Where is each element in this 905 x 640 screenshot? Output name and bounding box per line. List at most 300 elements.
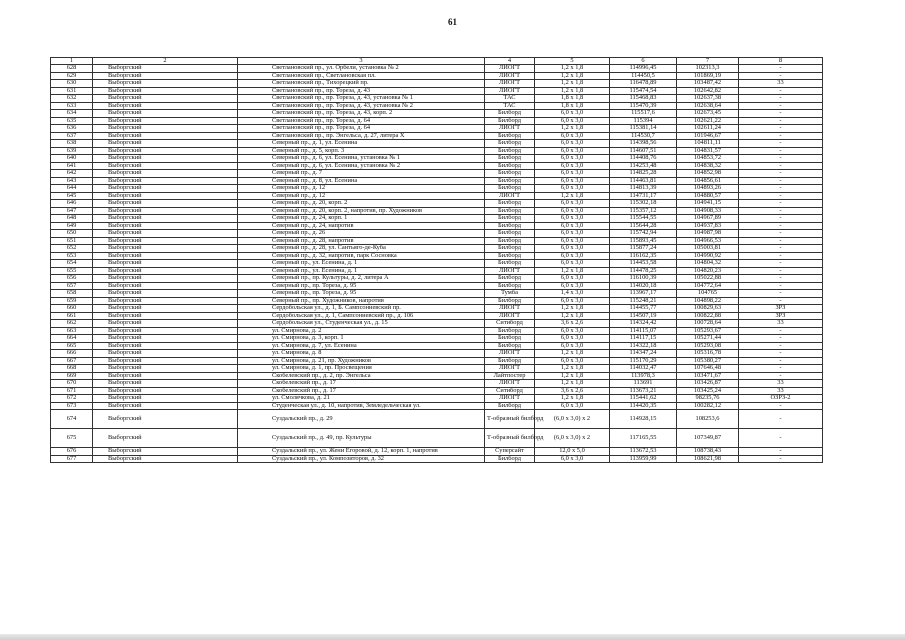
address-cell: Северный пр., ул. Есенина, д. 1: [238, 260, 485, 268]
address-cell: Сердобольская ул., д. 1, Б. Сампсониевский пр.: [238, 305, 485, 313]
address-cell: Северный пр., пр. Тореза, д. 95: [238, 290, 485, 298]
district-cell: Выборгский: [93, 177, 238, 185]
coord-y-cell: 104820,23: [677, 267, 739, 275]
zone-cell: -: [739, 177, 823, 185]
type-cell: ЛИОГТ: [485, 72, 535, 80]
zone-cell: -: [739, 448, 823, 456]
type-cell: Билборд: [485, 140, 535, 148]
header-cell: 4: [485, 58, 535, 65]
zone-cell: -: [739, 102, 823, 110]
coord-y-cell: 104908,33: [677, 207, 739, 215]
size-cell: 1,2 х 1,8: [535, 72, 610, 80]
row-number-cell: 667: [51, 357, 93, 365]
row-number-cell: 660: [51, 305, 93, 313]
coord-x-cell: 114463,81: [610, 177, 677, 185]
district-cell: Выборгский: [93, 410, 238, 429]
row-number-cell: 641: [51, 162, 93, 170]
coord-x-cell: 115893,45: [610, 237, 677, 245]
coord-x-cell: 114324,42: [610, 320, 677, 328]
coord-x-cell: 113691: [610, 380, 677, 388]
address-cell: Северный пр., пр. Тореза, д. 95: [238, 282, 485, 290]
address-cell: ул. Смирнова, д. 1, пр. Просвещения: [238, 365, 485, 373]
type-cell: Билборд: [485, 282, 535, 290]
zone-cell: 33: [739, 387, 823, 395]
coord-x-cell: 114607,51: [610, 147, 677, 155]
coord-y-cell: 104765: [677, 290, 739, 298]
district-cell: Выборгский: [93, 185, 238, 193]
size-cell: 1,2 х 1,8: [535, 372, 610, 380]
district-cell: Выборгский: [93, 320, 238, 328]
coord-x-cell: 115544,55: [610, 215, 677, 223]
address-cell: Светлановский пр., пр. Тореза, д. 43, установка № 1: [238, 95, 485, 103]
size-cell: 6,0 х 3,0: [535, 230, 610, 238]
row-number-cell: 664: [51, 335, 93, 343]
district-cell: Выборгский: [93, 162, 238, 170]
size-cell: 1,2 х 1,8: [535, 380, 610, 388]
district-cell: Выборгский: [93, 275, 238, 283]
address-cell: Северный пр., д. 7: [238, 170, 485, 178]
type-cell: Суперсайт: [485, 448, 535, 456]
coord-x-cell: 114455,77: [610, 305, 677, 313]
address-cell: Скобелевский пр., д. 2, пр. Энгельса: [238, 372, 485, 380]
table-row: [51, 410, 823, 429]
row-number-cell: 636: [51, 125, 93, 133]
district-cell: Выборгский: [93, 350, 238, 358]
district-cell: Выборгский: [93, 125, 238, 133]
type-cell: Билборд: [485, 402, 535, 410]
address-cell: Северный пр., д. 6, ул. Есенина, установка № 2: [238, 162, 485, 170]
district-cell: Выборгский: [93, 429, 238, 448]
type-cell: ЛИОГТ: [485, 65, 535, 73]
coord-x-cell: 114115,07: [610, 327, 677, 335]
size-cell: 1,2 х 1,8: [535, 87, 610, 95]
coord-y-cell: 100282,12: [677, 402, 739, 410]
type-cell: Билборд: [485, 110, 535, 118]
row-number-cell: 638: [51, 140, 93, 148]
row-number-cell: 654: [51, 260, 93, 268]
coord-y-cell: 102621,22: [677, 117, 739, 125]
row-number-cell: 652: [51, 245, 93, 253]
coord-y-cell: 104856,61: [677, 177, 739, 185]
size-cell: 6,0 х 3,0: [535, 200, 610, 208]
size-cell: 6,0 х 3,0: [535, 357, 610, 365]
type-cell: Билборд: [485, 132, 535, 140]
zone-cell: -: [739, 455, 823, 463]
row-number-cell: 676: [51, 448, 93, 456]
zone-cell: -: [739, 155, 823, 163]
size-cell: 1,2 х 1,8: [535, 65, 610, 73]
size-cell: 6,0 х 3,0: [535, 297, 610, 305]
coord-y-cell: 103487,42: [677, 80, 739, 88]
type-cell: ЛИОГТ: [485, 80, 535, 88]
coord-y-cell: 103471,67: [677, 372, 739, 380]
zone-cell: -: [739, 275, 823, 283]
zone-cell: -: [739, 410, 823, 429]
address-cell: Светлановский пр., пр. Тореза, д. 43, корп. 2: [238, 110, 485, 118]
coord-y-cell: 104852,98: [677, 170, 739, 178]
coord-y-cell: 104941,15: [677, 200, 739, 208]
address-cell: Светлановский пр., пр. Тореза, д. 43, установка № 2: [238, 102, 485, 110]
coord-x-cell: 114347,24: [610, 350, 677, 358]
type-cell: Билборд: [485, 177, 535, 185]
coord-x-cell: 113673,21: [610, 387, 677, 395]
coord-y-cell: 104804,32: [677, 260, 739, 268]
size-cell: 6,0 х 3,0: [535, 110, 610, 118]
district-cell: Выборгский: [93, 230, 238, 238]
type-cell: Билборд: [485, 170, 535, 178]
size-cell: 1,2 х 1,8: [535, 192, 610, 200]
header-cell: 8: [739, 58, 823, 65]
type-cell: ЛИОГТ: [485, 87, 535, 95]
type-cell: Билборд: [485, 260, 535, 268]
district-cell: Выборгский: [93, 80, 238, 88]
coord-y-cell: 105316,78: [677, 350, 739, 358]
coord-y-cell: 104937,83: [677, 222, 739, 230]
type-cell: ЛИОГТ: [485, 395, 535, 403]
coord-y-cell: 100728,64: [677, 320, 739, 328]
address-cell: Студенческая ул., д. 10, напротив, Земледельческая ул.: [238, 402, 485, 410]
district-cell: Выборгский: [93, 455, 238, 463]
type-cell: Билборд: [485, 147, 535, 155]
district-cell: Выборгский: [93, 72, 238, 80]
coord-y-cell: 100822,88: [677, 312, 739, 320]
district-cell: Выборгский: [93, 237, 238, 245]
row-number-cell: 643: [51, 177, 93, 185]
type-cell: [485, 410, 544, 429]
row-number-cell: 668: [51, 365, 93, 373]
row-number-cell: 673: [51, 402, 93, 410]
zone-cell: -: [739, 140, 823, 148]
address-cell: Светлановский пр., Тихорецкий пр.: [238, 80, 485, 88]
zone-cell: -: [739, 170, 823, 178]
row-number-cell: 657: [51, 282, 93, 290]
page-number: 61: [448, 17, 457, 27]
address-cell: Светлановский пр., пр. Тореза, д. 64: [238, 117, 485, 125]
size-cell: 1,2 х 1,8: [535, 365, 610, 373]
district-cell: Выборгский: [93, 282, 238, 290]
zone-cell: -: [739, 147, 823, 155]
type-cell: Билборд: [485, 155, 535, 163]
coord-y-cell: 105271,44: [677, 335, 739, 343]
district-cell: Выборгский: [93, 215, 238, 223]
row-number-cell: 642: [51, 170, 93, 178]
address-cell: Суздальский пр., ул. Композиторов, д. 32: [238, 455, 485, 463]
type-cell: ЛИОГТ: [485, 267, 535, 275]
coord-x-cell: 115357,12: [610, 207, 677, 215]
district-cell: Выборгский: [93, 260, 238, 268]
size-cell: 6,0 х 3,0: [535, 207, 610, 215]
district-cell: Выборгский: [93, 252, 238, 260]
district-cell: Выборгский: [93, 222, 238, 230]
coord-x-cell: 113978,3: [610, 372, 677, 380]
zone-cell: -: [739, 372, 823, 380]
size-cell: 6,0 х 3,0: [535, 245, 610, 253]
size-cell: 6,0 х 3,0: [535, 162, 610, 170]
district-cell: Выборгский: [93, 147, 238, 155]
coord-y-cell: 104838,32: [677, 162, 739, 170]
coord-y-cell: 107349,87: [677, 429, 739, 448]
type-cell: Лайтпостер: [485, 372, 535, 380]
row-number-cell: 666: [51, 350, 93, 358]
size-cell: 1,2 х 1,8: [535, 312, 610, 320]
zone-cell: -: [739, 110, 823, 118]
address-cell: ул. Смирнова, д. 2: [238, 327, 485, 335]
address-cell: Скобелевский пр., д. 17: [238, 380, 485, 388]
coord-y-cell: 102673,45: [677, 110, 739, 118]
row-number-cell: 647: [51, 207, 93, 215]
district-cell: Выборгский: [93, 200, 238, 208]
row-number-cell: 628: [51, 65, 93, 73]
coord-y-cell: 103425,24: [677, 387, 739, 395]
row-number-cell: 648: [51, 215, 93, 223]
row-number-cell: 655: [51, 267, 93, 275]
type-cell: ТАС: [485, 102, 535, 110]
size-cell: 1,2 х 1,8: [535, 395, 610, 403]
coord-x-cell: 115441,62: [610, 395, 677, 403]
address-cell: Сердобольская ул., Студенческая ул., д. 15: [238, 320, 485, 328]
address-cell: Северный пр., пр. Художников, напротив: [238, 297, 485, 305]
type-cell: Билборд: [485, 215, 535, 223]
coord-y-cell: 105293,08: [677, 342, 739, 350]
zone-cell: -: [739, 237, 823, 245]
address-cell: Суздальский пр., д. 29: [238, 410, 485, 429]
coord-x-cell: 114117,15: [610, 335, 677, 343]
coord-y-cell: 102642,82: [677, 87, 739, 95]
coord-x-cell: 115381,14: [610, 125, 677, 133]
coord-x-cell: 114731,17: [610, 192, 677, 200]
district-cell: Выборгский: [93, 102, 238, 110]
row-number-cell: 669: [51, 372, 93, 380]
coord-x-cell: 116162,35: [610, 252, 677, 260]
address-cell: Суздальский пр., ул. Жени Егоровой, д. 12, корп. 1, напротив: [238, 448, 485, 456]
coord-x-cell: 114420,35: [610, 402, 677, 410]
coord-x-cell: 115170,29: [610, 357, 677, 365]
size-cell: (6,0 х 3,0) х 2: [535, 410, 610, 429]
zone-cell: -: [739, 327, 823, 335]
size-cell: 1,8 х 1,8: [535, 102, 610, 110]
type-cell: Билборд: [485, 245, 535, 253]
zone-cell: -: [739, 215, 823, 223]
type-cell: Билборд: [485, 297, 535, 305]
coord-x-cell: 116478,89: [610, 80, 677, 88]
address-cell: Северный пр., д. 6, ул. Есенина, установка № 1: [238, 155, 485, 163]
zone-cell: 33: [739, 380, 823, 388]
type-cell: Билборд: [485, 117, 535, 125]
address-cell: ул. Смолячкова, д. 21: [238, 395, 485, 403]
type-cell: Билборд: [485, 162, 535, 170]
type-cell: ЛИОГТ: [485, 350, 535, 358]
size-cell: 6,0 х 3,0: [535, 260, 610, 268]
size-cell: 6,0 х 3,0: [535, 185, 610, 193]
row-number-cell: 670: [51, 380, 93, 388]
size-cell: 6,0 х 3,0: [535, 215, 610, 223]
district-cell: Выборгский: [93, 95, 238, 103]
row-number-cell: 646: [51, 200, 93, 208]
row-number-cell: 677: [51, 455, 93, 463]
address-cell: Северный пр., д. 24, корп. 1: [238, 215, 485, 223]
address-cell: Северный пр., д. 12: [238, 192, 485, 200]
row-number-cell: 665: [51, 342, 93, 350]
row-number-cell: 640: [51, 155, 93, 163]
coord-x-cell: 114253,48: [610, 162, 677, 170]
zone-cell: -: [739, 342, 823, 350]
size-cell: 6,0 х 3,0: [535, 117, 610, 125]
registry-table: [50, 57, 823, 463]
coord-x-cell: 114322,18: [610, 342, 677, 350]
coord-y-cell: 105022,88: [677, 275, 739, 283]
type-cell: Билборд: [485, 237, 535, 245]
size-cell: 6,0 х 3,0: [535, 170, 610, 178]
row-number-cell: 637: [51, 132, 93, 140]
size-cell: 1,2 х 1,8: [535, 125, 610, 133]
coord-y-cell: 108621,98: [677, 455, 739, 463]
coord-x-cell: 115302,18: [610, 200, 677, 208]
size-cell: 12,0 х 5,0: [535, 448, 610, 456]
type-cell: Билборд: [485, 335, 535, 343]
address-cell: Северный пр., пр. Культуры, д. 2, литера А: [238, 275, 485, 283]
address-cell: Светлановский пр., пр. Тореза, д. 43: [238, 87, 485, 95]
zone-cell: -: [739, 230, 823, 238]
zone-cell: -: [739, 252, 823, 260]
coord-x-cell: 115470,39: [610, 102, 677, 110]
district-cell: Выборгский: [93, 132, 238, 140]
row-number-cell: 674: [51, 410, 93, 429]
zone-cell: -: [739, 365, 823, 373]
type-cell: [485, 429, 544, 448]
coord-y-cell: 104987,98: [677, 230, 739, 238]
type-cell: ТАС: [485, 95, 535, 103]
coord-y-cell: 107646,48: [677, 365, 739, 373]
coord-x-cell: 115474,54: [610, 87, 677, 95]
coord-y-cell: 101946,67: [677, 132, 739, 140]
zone-cell: -: [739, 95, 823, 103]
coord-x-cell: 114825,28: [610, 170, 677, 178]
district-cell: Выборгский: [93, 380, 238, 388]
address-cell: Северный пр., д. 24, напротив: [238, 222, 485, 230]
district-cell: Выборгский: [93, 192, 238, 200]
zone-cell: -: [739, 402, 823, 410]
type-label: Т-образный билборд: [487, 434, 544, 442]
coord-y-cell: 104990,92: [677, 252, 739, 260]
district-cell: Выборгский: [93, 297, 238, 305]
zone-cell: -: [739, 207, 823, 215]
row-number-cell: 635: [51, 117, 93, 125]
district-cell: Выборгский: [93, 342, 238, 350]
size-cell: 6,0 х 3,0: [535, 275, 610, 283]
row-number-cell: 649: [51, 222, 93, 230]
coord-y-cell: 105293,67: [677, 327, 739, 335]
zone-cell: -: [739, 185, 823, 193]
address-cell: Северный пр., д. 28, ул. Сантьяго-де-Куба: [238, 245, 485, 253]
address-cell: Сердобольская ул., д. 1, Сампсониевский пр., д. 106: [238, 312, 485, 320]
coord-x-cell: 113959,99: [610, 455, 677, 463]
coord-x-cell: 114928,15: [610, 410, 677, 429]
size-cell: 1,2 х 1,8: [535, 80, 610, 88]
zone-cell: -: [739, 335, 823, 343]
zone-cell: -: [739, 357, 823, 365]
coord-x-cell: 114398,56: [610, 140, 677, 148]
row-number-cell: 661: [51, 312, 93, 320]
type-cell: Билборд: [485, 207, 535, 215]
coord-x-cell: 114996,45: [610, 65, 677, 73]
zone-cell: -: [739, 117, 823, 125]
address-cell: Светлановский пр., пр. Тореза, д. 64: [238, 125, 485, 133]
coord-y-cell: 104772,64: [677, 282, 739, 290]
row-number-cell: 651: [51, 237, 93, 245]
header-cell: 3: [238, 58, 485, 65]
address-cell: Северный пр., д. 28, напротив: [238, 237, 485, 245]
coord-x-cell: 114813,39: [610, 185, 677, 193]
coord-y-cell: 102611,24: [677, 125, 739, 133]
coord-x-cell: 115517,6: [610, 110, 677, 118]
address-cell: ул. Смирнова, д. 21, пр. Художников: [238, 357, 485, 365]
coord-x-cell: 114032,47: [610, 365, 677, 373]
coord-y-cell: 104880,57: [677, 192, 739, 200]
scan-edge: [0, 634, 905, 640]
zone-cell: 33: [739, 80, 823, 88]
type-cell: Билборд: [485, 327, 535, 335]
zone-cell: -: [739, 200, 823, 208]
row-number-cell: 631: [51, 87, 93, 95]
address-cell: Северный пр., д. 20, корп. 2, напротив, пр. Художников: [238, 207, 485, 215]
district-cell: Выборгский: [93, 155, 238, 163]
district-cell: Выборгский: [93, 65, 238, 73]
size-cell: 6,0 х 3,0: [535, 237, 610, 245]
coord-y-cell: 102313,3: [677, 65, 739, 73]
zone-cell: -: [739, 87, 823, 95]
row-number-cell: 659: [51, 297, 93, 305]
zone-cell: ОЗРЗ-2: [739, 395, 823, 403]
row-number-cell: 671: [51, 387, 93, 395]
coord-y-cell: 100829,63: [677, 305, 739, 313]
district-cell: Выборгский: [93, 110, 238, 118]
zone-cell: -: [739, 132, 823, 140]
coord-y-cell: 104898,22: [677, 297, 739, 305]
header-cell: 7: [677, 58, 739, 65]
size-cell: 3,6 х 2,6: [535, 387, 610, 395]
row-number-cell: 632: [51, 95, 93, 103]
coord-y-cell: 104853,72: [677, 155, 739, 163]
row-number-cell: 650: [51, 230, 93, 238]
type-cell: Билборд: [485, 342, 535, 350]
table-body: [51, 65, 823, 463]
type-cell: Билборд: [485, 185, 535, 193]
header-cell: 6: [610, 58, 677, 65]
row-number-cell: 663: [51, 327, 93, 335]
coord-y-cell: 105380,27: [677, 357, 739, 365]
type-cell: Билборд: [485, 455, 535, 463]
coord-y-cell: 104967,89: [677, 215, 739, 223]
address-cell: Светлановский пр., пр. Энгельса, д. 27, литера Х: [238, 132, 485, 140]
type-cell: Ситиборд: [485, 387, 535, 395]
district-cell: Выборгский: [93, 117, 238, 125]
row-number-cell: 634: [51, 110, 93, 118]
coord-x-cell: 114478,25: [610, 267, 677, 275]
coord-x-cell: 114507,19: [610, 312, 677, 320]
district-cell: Выборгский: [93, 402, 238, 410]
row-number-cell: 633: [51, 102, 93, 110]
coord-x-cell: 114453,58: [610, 260, 677, 268]
size-cell: 6,0 х 3,0: [535, 455, 610, 463]
coord-x-cell: 114020,18: [610, 282, 677, 290]
address-cell: Северный пр., д. 26: [238, 230, 485, 238]
type-cell: Билборд: [485, 200, 535, 208]
zone-cell: -: [739, 267, 823, 275]
district-cell: Выборгский: [93, 335, 238, 343]
coord-x-cell: 114450,5: [610, 72, 677, 80]
district-cell: Выборгский: [93, 372, 238, 380]
district-cell: Выборгский: [93, 87, 238, 95]
